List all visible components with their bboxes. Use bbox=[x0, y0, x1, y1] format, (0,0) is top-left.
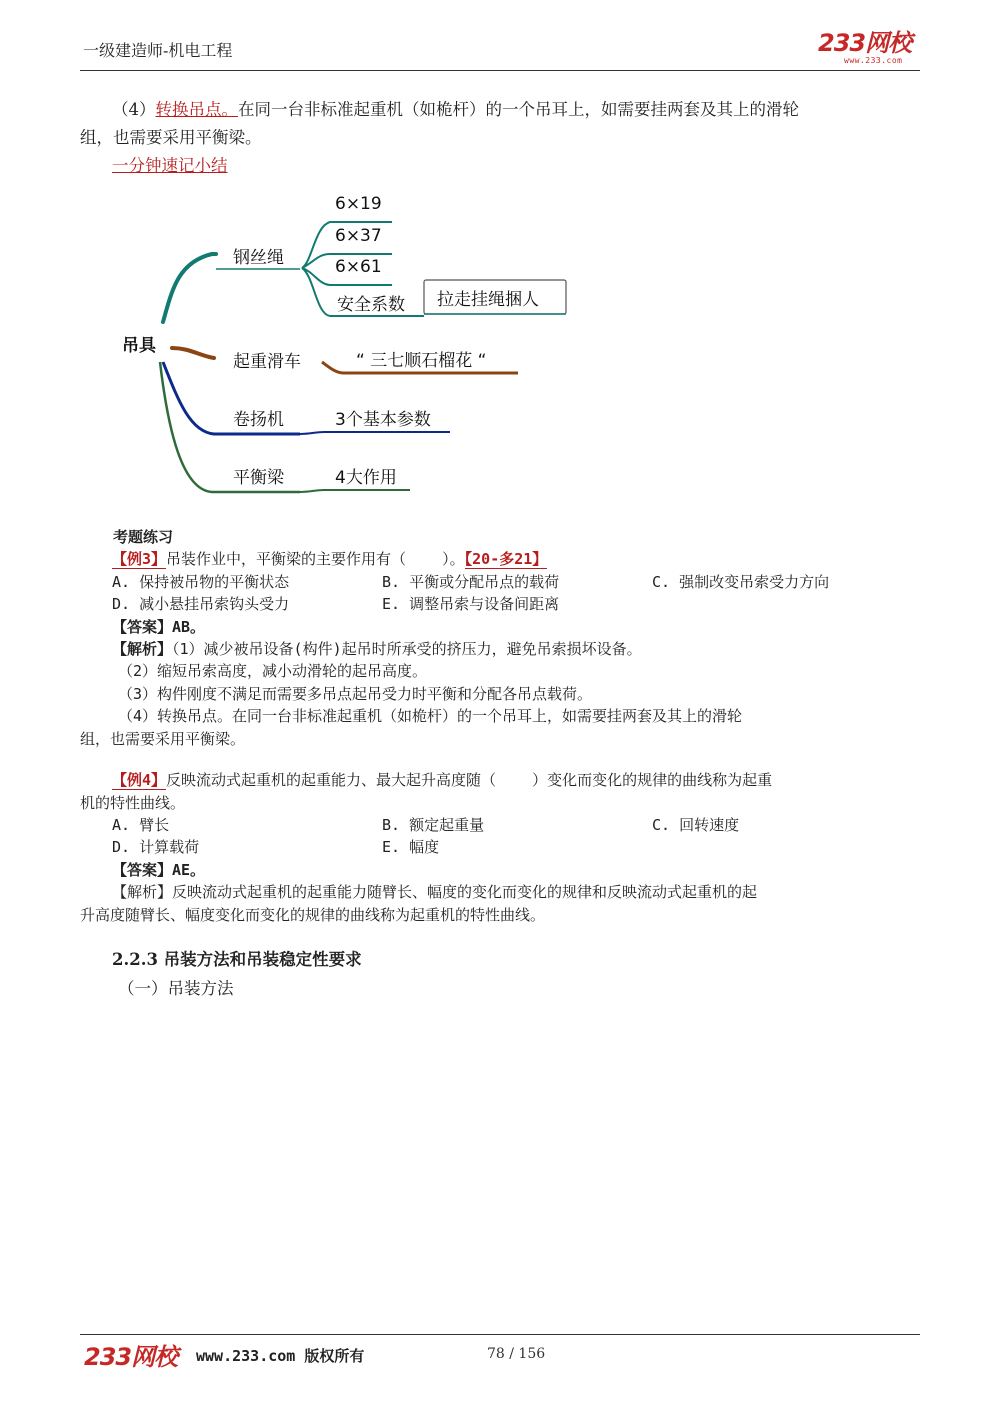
practice-heading: 考题练习 bbox=[113, 528, 174, 546]
footer-logo: 233网校 bbox=[84, 1343, 178, 1371]
beam-note: 4大作用 bbox=[335, 468, 397, 488]
mindmap-winch: 卷扬机 bbox=[233, 410, 284, 430]
header-rule bbox=[80, 70, 920, 71]
winch-note: 3个基本参数 bbox=[335, 410, 431, 430]
ex3-analysis-4: （4）转换吊点。在同一台非标准起重机（如桅杆）的一个吊耳上，如需要挂两套及其上的滑轮 bbox=[118, 707, 743, 725]
pulley-note: “ 三七顺石榴花 “ bbox=[356, 351, 487, 371]
header-logo bbox=[818, 30, 911, 65]
beam-note-branch bbox=[300, 490, 410, 492]
ex4-question-line bbox=[112, 769, 772, 790]
intro-prefix: （4） bbox=[112, 100, 156, 119]
footer-site[interactable]: www.233.com 版权所有 bbox=[196, 1347, 365, 1365]
ex3-option-b: B. 平衡或分配吊点的载荷 bbox=[382, 573, 560, 591]
wire-item-4: 安全系数 bbox=[337, 295, 405, 315]
mindmap-pulley: 起重滑车 bbox=[233, 352, 301, 372]
intro-line1-rest: 在同一台非标准起重机（如桅杆）的一个吊耳上，如需要挂两套及其上的滑轮 bbox=[238, 100, 799, 119]
summary-link[interactable]: 一分钟速记小结 bbox=[112, 156, 228, 175]
ex3-tag: 【例3】 bbox=[112, 550, 167, 568]
header-logo-url: www.233.com bbox=[844, 56, 903, 65]
ex3-analysis-3: （3）构件刚度不满足而需要多吊点起吊受力时平衡和分配各吊点载荷。 bbox=[118, 685, 593, 703]
mindmap-diagram bbox=[0, 180, 600, 510]
section-sub: （一）吊装方法 bbox=[118, 979, 234, 998]
ex3-option-e: E. 调整吊索与设备间距离 bbox=[382, 595, 560, 613]
intro-line-1 bbox=[112, 96, 799, 124]
ex3-answer: 【答案】AB。 bbox=[112, 618, 206, 636]
header-logo-text: 233网校 bbox=[818, 29, 912, 57]
ex3-option-a: A. 保持被吊物的平衡状态 bbox=[112, 573, 290, 591]
wire-item-1: 6×19 bbox=[335, 194, 382, 214]
branch-pulley bbox=[172, 348, 214, 358]
winch-note-branch bbox=[300, 432, 450, 434]
ex3-analysis-2: （2）缩短吊索高度，减小动滑轮的起吊高度。 bbox=[118, 662, 428, 680]
ex4-question-1: 反映流动式起重机的起重能力、最大起升高度随（ ）变化而变化的规律的曲线称为起重 bbox=[166, 771, 773, 789]
ex4-option-b: B. 额定起重量 bbox=[382, 816, 485, 834]
ex4-option-c: C. 回转速度 bbox=[652, 816, 740, 834]
intro-highlight: 转换吊点。 bbox=[155, 100, 238, 119]
ex4-answer: 【答案】AE。 bbox=[112, 861, 206, 879]
ex3-question: 吊装作业中，平衡梁的主要作用有（ ）。 bbox=[166, 550, 465, 568]
ex3-source: 【20-多21】 bbox=[464, 550, 548, 568]
ex4-question-2: 机的特性曲线。 bbox=[80, 794, 186, 812]
ex4-option-a: A. 臂长 bbox=[112, 816, 170, 834]
wire-item-3: 6×61 bbox=[335, 257, 382, 277]
ex4-tag: 【例4】 bbox=[112, 771, 167, 789]
safety-note: 拉走挂绳捆人 bbox=[437, 290, 539, 310]
wire-item-2: 6×37 bbox=[335, 226, 382, 246]
ex4-option-d: D. 计算载荷 bbox=[112, 838, 200, 856]
ex3-option-d: D. 减小悬挂吊索钩头受力 bbox=[112, 595, 290, 613]
ex3-analysis-1-text: （1）减少被吊设备(构件)起吊时所承受的挤压力，避免吊索损坏设备。 bbox=[172, 640, 642, 658]
ex3-analysis-5: 组，也需要采用平衡梁。 bbox=[80, 730, 246, 748]
header-title: 一级建造师-机电工程 bbox=[83, 41, 233, 60]
ex3-option-c: C. 强制改变吊索受力方向 bbox=[652, 573, 830, 591]
section-title: 2.2.3 吊装方法和吊装稳定性要求 bbox=[112, 950, 362, 969]
ex3-analysis-tag: 【解析】 bbox=[112, 640, 173, 658]
ex3-question-line bbox=[112, 548, 547, 569]
intro-line-2: 组，也需要采用平衡梁。 bbox=[80, 128, 262, 147]
mindmap-beam: 平衡梁 bbox=[233, 468, 284, 488]
footer-rule bbox=[80, 1334, 920, 1335]
page-number: 78 / 156 bbox=[487, 1346, 546, 1362]
branch-wire-rope bbox=[163, 254, 216, 322]
ex4-analysis-2: 升高度随臂长、幅度变化而变化的规律的曲线称为起重机的特性曲线。 bbox=[80, 906, 546, 924]
ex4-analysis-1: 【解析】反映流动式起重机的起重能力随臂长、幅度的变化而变化的规律和反映流动式起重机的起 bbox=[112, 883, 758, 901]
ex4-option-e: E. 幅度 bbox=[382, 838, 440, 856]
mindmap-wire-rope: 钢丝绳 bbox=[233, 248, 284, 268]
mindmap-root: 吊具 bbox=[122, 336, 156, 356]
ex3-analysis-1 bbox=[112, 638, 642, 659]
